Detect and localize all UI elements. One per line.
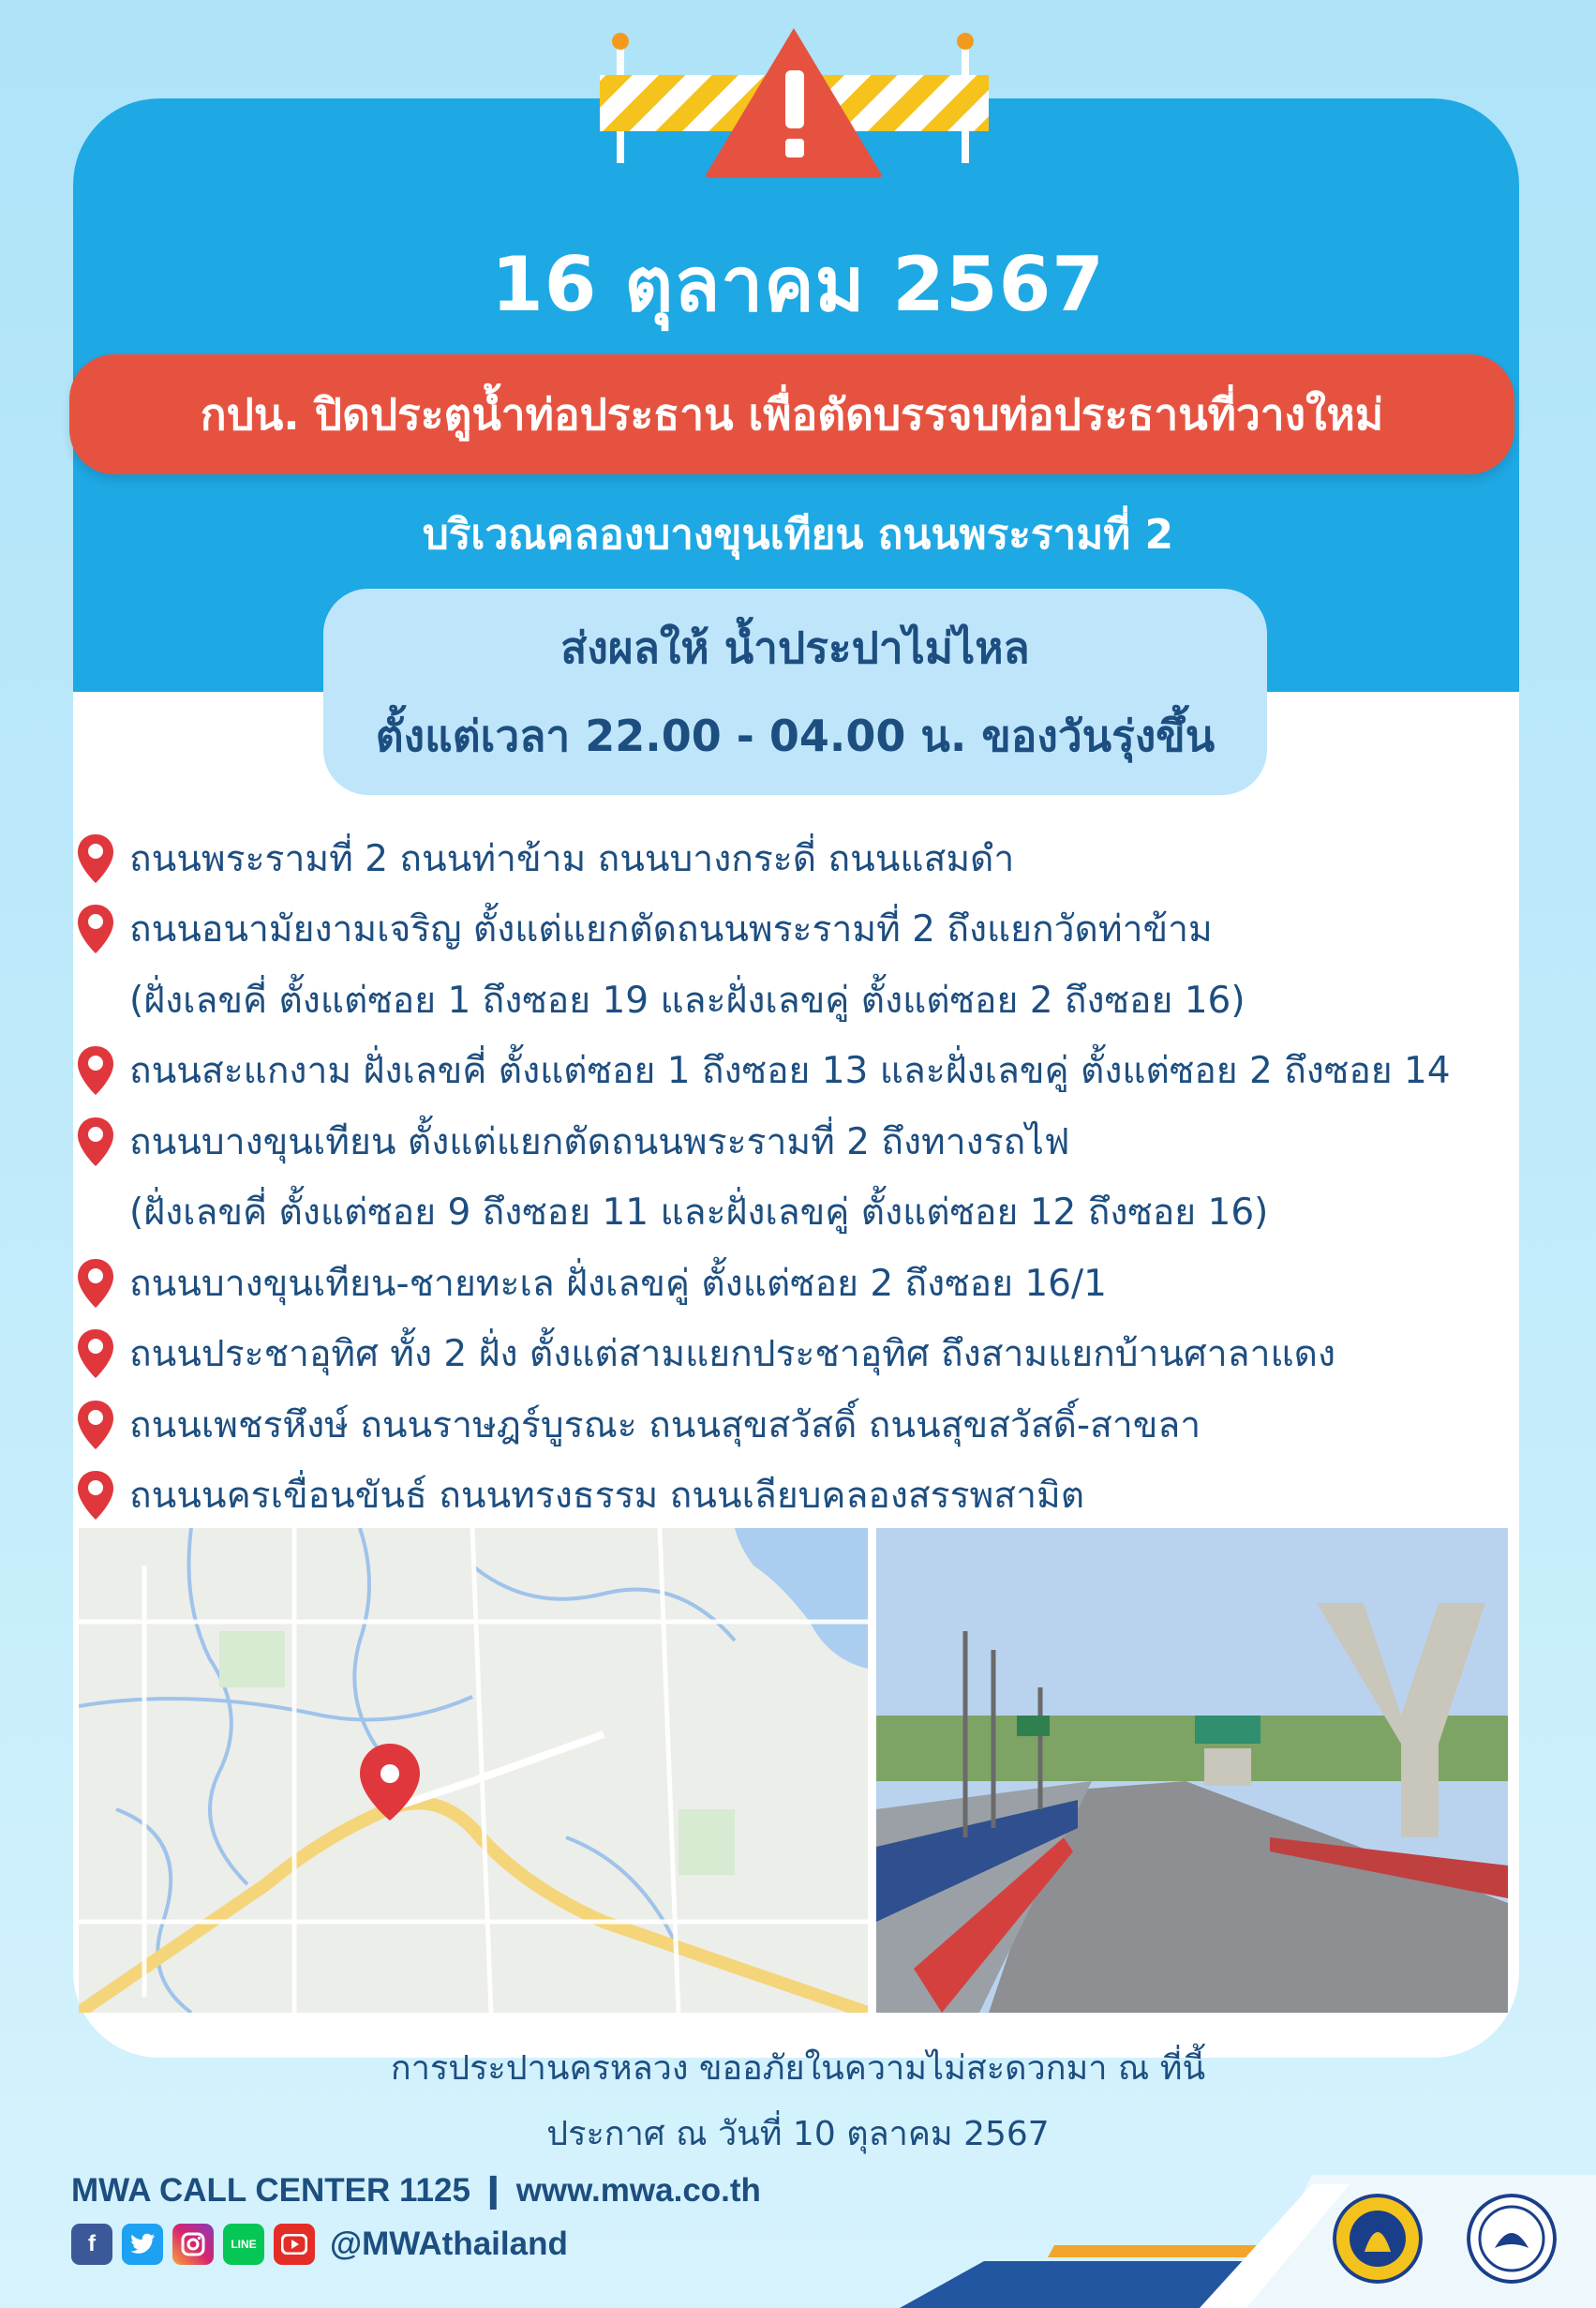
location-subtitle: บริเวณคลองบางขุนเทียน ถนนพระรามที่ 2	[422, 511, 1174, 559]
list-item-text: (ฝั่งเลขคี่ ตั้งแต่ซอย 9 ถึงซอย 11 และฝั่งเลขคู่ ตั้งแต่ซอย 12 ถึงซอย 16)	[129, 1191, 1269, 1235]
twitter-icon[interactable]	[122, 2224, 163, 2265]
list-item-text: ถนนสะแกงาม ฝั่งเลขคี่ ตั้งแต่ซอย 1 ถึงซอย 13 และฝั่งเลขคู่ ตั้งแต่ซอย 2 ถึงซอย 14	[129, 1050, 1451, 1093]
location-pin-icon	[75, 832, 116, 885]
location-pin-icon	[75, 1469, 116, 1521]
effect-line-2: ตั้งแต่เวลา 22.00 - 04.00 น. ของวันรุ่งขึ้น	[375, 711, 1216, 761]
location-pin-icon	[75, 1257, 116, 1310]
instagram-icon[interactable]	[172, 2224, 214, 2265]
list-item	[75, 1106, 1537, 1177]
list-item-text: (ฝั่งเลขคี่ ตั้งแต่ซอย 1 ถึงซอย 19 และฝั่งเลขคู่ ตั้งแต่ซอย 2 ถึงซอย 16)	[129, 979, 1245, 1022]
page-date: 16 ตุลาคม 2567	[491, 241, 1105, 328]
list-item-text: ถนนเพชรหึงษ์ ถนนราษฎร์บูรณะ ถนนสุขสวัสดิ์ ถนนสุขสวัสดิ์-สาขลา	[129, 1403, 1201, 1446]
location-pin-icon	[75, 903, 116, 955]
list-item	[75, 894, 1537, 966]
warning-barrier-icon	[600, 28, 989, 178]
street-photo-image	[876, 1528, 1508, 2013]
apology-text: การประปานครหลวง ขออภัยในความไม่สะดวกมา ณ ที่นี้	[390, 2049, 1206, 2088]
list-item-text: ถนนอนามัยงามเจริญ ตั้งแต่แยกตัดถนนพระรามที่ 2 ถึงแยกวัดท่าข้าม	[129, 908, 1213, 952]
facebook-icon[interactable]: f	[71, 2224, 112, 2265]
location-pin-icon	[75, 1044, 116, 1097]
list-item	[75, 1319, 1537, 1390]
list-item	[75, 1461, 1537, 1532]
effect-line-1: ส่งผลให้ น้ำประปาไม่ไหล	[560, 622, 1030, 673]
list-item	[75, 1389, 1537, 1461]
list-item	[75, 823, 1537, 894]
social-links	[71, 2224, 568, 2265]
list-item-text: ถนนพระรามที่ 2 ถนนท่าข้าม ถนนบางกระดี่ ถนนแสมดำ	[129, 837, 1015, 880]
closure-banner-text: กปน. ปิดประตูน้ำท่อประธาน เพื่อตัดบรรจบท่อประธานที่วางใหม่	[200, 388, 1384, 440]
list-item-text: ถนนประชาอุทิศ ทั้ง 2 ฝั่ง ตั้งแต่สามแยกประชาอุทิศ ถึงสามแยกบ้านศาลาแดง	[129, 1333, 1335, 1376]
thai-emblem-logo	[1333, 2194, 1423, 2284]
affected-area-list	[75, 823, 1537, 1531]
announcement-date: ประกาศ ณ วันที่ 10 ตุลาคม 2567	[546, 2115, 1050, 2153]
call-center-text: MWA CALL CENTER 1125 ❙ www.mwa.co.th	[71, 2172, 761, 2209]
area-map-image	[79, 1528, 868, 2013]
location-pin-icon	[75, 1399, 116, 1451]
youtube-icon[interactable]	[274, 2224, 315, 2265]
list-item	[75, 1036, 1537, 1107]
list-item	[75, 1248, 1537, 1319]
location-pin-icon	[75, 1327, 116, 1380]
closure-banner	[69, 354, 1514, 474]
line-icon[interactable]: LINE	[223, 2224, 264, 2265]
list-item-text: ถนนนครเขื่อนขันธ์ ถนนทรงธรรม ถนนเลียบคลองสรรพสามิต	[129, 1475, 1085, 1518]
social-handle: @MWAthailand	[330, 2226, 568, 2262]
notice-block	[0, 2036, 1596, 2167]
list-item	[75, 965, 1537, 1036]
list-item	[75, 1177, 1537, 1249]
list-item-text: ถนนบางขุนเทียน ตั้งแต่แยกตัดถนนพระรามที่ 2 ถึงทางรถไฟ	[129, 1120, 1070, 1163]
effect-box	[323, 589, 1267, 795]
location-pin-icon	[75, 1116, 116, 1168]
list-item-text: ถนนบางขุนเทียน-ชายทะเล ฝั่งเลขคู่ ตั้งแต่ซอย 2 ถึงซอย 16/1	[129, 1262, 1107, 1305]
mwa-logo	[1467, 2194, 1557, 2284]
